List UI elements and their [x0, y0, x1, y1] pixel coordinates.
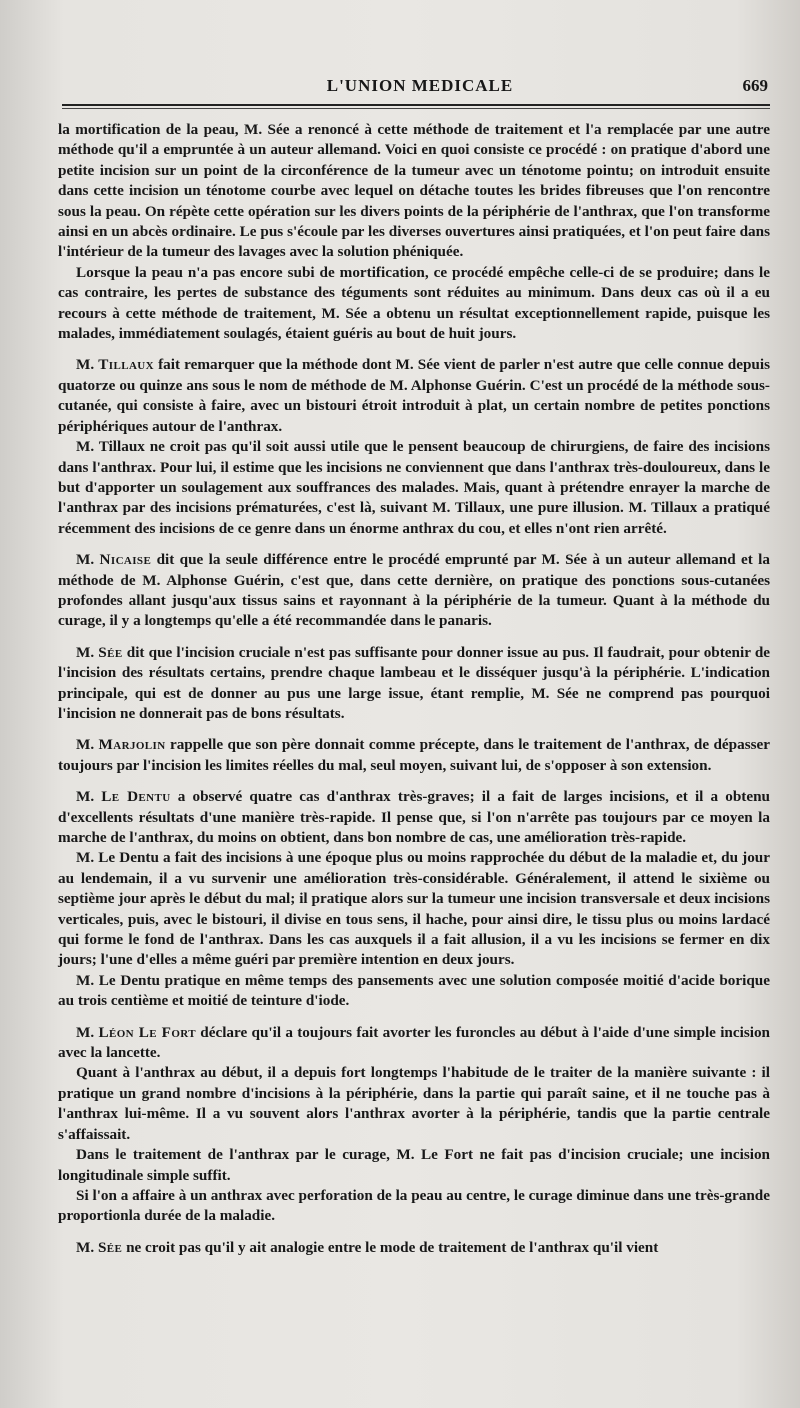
speaker-name: Sée: [98, 643, 123, 661]
paragraph: M. Tillaux fait remarquer que la méthode dont M. Sée vient de parler n'est autre que celle connue depuis quatorze ou quinze ans sous le nom de méthode de M. Alphonse Guérin. C'est un procédé de la méthode sous-cutanée, qui consiste à faire, avec un bistouri étroit introduit à plat, un certain nombre de petites ponctions périphériques autour de l'anthrax.: [58, 356, 770, 435]
running-title: L'UNION MEDICALE: [326, 76, 514, 95]
article-body: [58, 120, 770, 1258]
paragraph: M. Marjolin rappelle que son père donnait comme précepte, dans le traitement de l'anthrax, de dépasser toujours par l'incision les limites réelles du mal, seul moyen, suivant lui, de s'opposer à son extension.: [58, 736, 771, 774]
paragraph: M. Sée dit que l'incision cruciale n'est pas suffisante pour donner issue au pus. Il faudrait, pour obtenir de l'incision des résultats certains, prendre chaque lambeau et le disséquer jusqu'à la périphérie. L'indication principale, qui est de donner au pus une large issue, étant remplie, M. Sée ne comprend pas pourquoi l'incision ne donnerait pas de bons résultats.: [58, 643, 771, 722]
page-number: 669: [742, 76, 768, 95]
paragraph: la mortification de la peau, M. Sée a renoncé à cette méthode de traitement et l'a remplacée par une autre méthode qu'il a empruntée à un auteur allemand. Voici en quoi consiste ce procédé : on pratique d'abord une petite incision sur un point de la circonférence de la tumeur avec un ténotome pointu; on introduit ensuite dans cette incision un ténotome courbe avec lequel on détache toutes les brides fibreuses que l'on rencontre sous la peau. On répète cette opération sur les divers points de la périphérie de l'anthrax, que l'on transforme ainsi en un abcès ordinaire. Le pus s'écoule par les diverses ouvertures ainsi pratiquées, et l'on peut faire dans l'intérieur de la tumeur des lavages avec la solution phéniquée.: [58, 121, 770, 261]
speaker-name: Nicaise: [99, 551, 152, 569]
paragraph: M. Le Dentu a observé quatre cas d'anthrax très-graves; il a fait de larges incisions, et il a obtenu d'excellents résultats d'une manière très-rapide. Il pense que, si l'on n'arrête pas toujours par ce moyen la marche de l'anthrax, du moins on obtient, dans bon nombre de cas, une amélioration très-rapide.: [58, 788, 770, 846]
paragraph: M. Le Dentu pratique en même temps des pansements avec une solution composée moitié d'acide borique au trois centième et moitié de teinture d'iode.: [58, 971, 770, 1010]
paragraph: M. Léon Le Fort déclare qu'il a toujours fait avorter les furoncles au début à l'aide d'une simple incision avec la lancette.: [58, 1023, 771, 1062]
header-rule: [62, 104, 770, 109]
paragraph: M. Nicaise dit que la seule différence entre le procédé emprunté par M. Sée à un auteur allemand et la méthode de M. Alphonse Guérin, c'est que, dans cette dernière, on pratique des ponctions sous-cutanées profondes allant jusqu'aux tissus sains et rayonnant à la périphérie de la tumeur. Quant à la méthode du curage, il y a longtemps qu'elle a été recommandée dans le panaris.: [58, 551, 771, 630]
paragraph: Lorsque la peau n'a pas encore subi de mortification, ce procédé empêche celle-ci de se produire; dans le cas contraire, les pertes de substance des téguments sont réduites au minimum. Dans deux cas où il a eu recours à cette méthode de traitement, M. Sée a obtenu un résultat exceptionnellement rapide, puisque les malades, immédiatement soulagés, étaient guéris au bout de huit jours.: [58, 263, 770, 343]
page-header: [70, 76, 770, 100]
paragraph: Quant à l'anthrax au début, il a depuis fort longtemps l'habitude de le traiter de la manière suivante : il pratique un grand nombre d'incisions à la périphérie, dans la partie qui paraît saine, et il ne touche pas à l'anthrax lui-même. Il a vu souvent alors l'anthrax avorter à la périphérie, tandis que la partie centrale s'affaissait.: [58, 1064, 770, 1143]
paragraph: Dans le traitement de l'anthrax par le curage, M. Le Fort ne fait pas d'incision cruciale; une incision longitudinale simple suffit.: [58, 1146, 770, 1184]
speaker-name: Le Dentu: [101, 788, 171, 806]
speaker-name: Léon Le Fort: [98, 1023, 196, 1041]
paragraph: M. Tillaux ne croit pas qu'il soit aussi utile que le pensent beaucoup de chirurgiens, de faire des incisions dans l'anthrax. Pour lui, il estime que les incisions ne conviennent que dans l'anthrax très-douloureux, dans le but d'apporter un soulagement aux souffrances des malades. Mais, quant à prétendre enrayer la marche de l'anthrax par des incisions prématurées, c'est là, suivant M. Tillaux, une pure illusion. M. Tillaux a pratiqué récemment des incisions de ce genre dans un énorme anthrax du cou, et elles n'ont rien arrêté.: [58, 438, 770, 537]
speaker-name: Sée: [97, 1238, 123, 1256]
paragraph: M. Sée ne croit pas qu'il y ait analogie entre le mode de traitement de l'anthrax qu'il vient: [76, 1238, 659, 1256]
paragraph: M. Le Dentu a fait des incisions à une époque plus ou moins rapprochée du début de la maladie et, du jour au lendemain, il a vu survenir une amélioration très-considérable. Généralement, il attend le sixième ou septième jour après le début du mal; il pratique alors sur la tumeur une incision transversale et deux incisions verticales, puis, avec le bistouri, il divise en tous sens, il hache, pour ainsi dire, le tissu plus ou moins lardacé qui forme le fond de l'anthrax. Dans les cas auxquels il a fait allusion, il a vu les incisions se fermer en dix jours; l'une d'elles a même guéri par première intention en deux jours.: [58, 849, 770, 969]
speaker-name: Tillaux: [98, 356, 154, 374]
paragraph: Si l'on a affaire à un anthrax avec perforation de la peau au centre, le curage diminue dans une très-grande proportionla durée de la maladie.: [58, 1186, 770, 1225]
speaker-name: Marjolin: [98, 736, 166, 754]
